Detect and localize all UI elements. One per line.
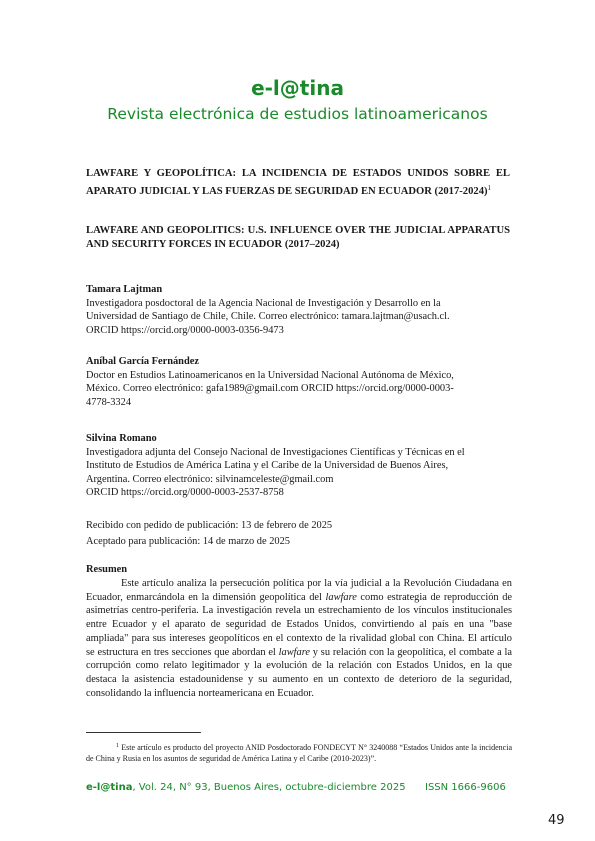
abstract-body (86, 577, 512, 700)
author-name: Silvina Romano (86, 433, 157, 444)
footnote-mark: 1 (116, 743, 119, 749)
author-affiliation-line: México. Correo electrónico: gafa1989@gmail.com ORCID https://orcid.org/0000-0003- (86, 383, 454, 395)
abstract-italic-term: lawfare (278, 646, 310, 658)
author-block (86, 355, 510, 409)
article-title-spanish (86, 167, 510, 199)
abstract-text: como estrategia de reproducción de asimetrías centro-periferia. La investigación revela un estrechamiento de los vínculos institucionales entre Ecuador y el aparato de seguridad de Estados Unidos, convirtiendo al país en una "base ampliada" para sus intereses geopolíticos en el contexto de la rivalidad global con China. El artículo se estructura en tres secciones que abordan el (86, 591, 512, 658)
footer-issn: ISSN 1666-9606 (425, 782, 506, 793)
author-affiliation-line: Universidad de Santiago de Chile, Chile. Correo electrónico: tamara.lajtman@usach.cl. (86, 311, 450, 323)
author-orcid-line: 4778-3324 (86, 396, 132, 408)
journal-subtitle: Revista electrónica de estudios latinoamericanos (107, 105, 488, 123)
accepted-date: Aceptado para publicación: 14 de marzo de 2025 (86, 536, 290, 547)
footer-citation (86, 781, 406, 794)
footer-issue-info: , Vol. 24, N° 93, Buenos Aires, octubre-diciembre 2025 (132, 782, 406, 793)
author-block (86, 283, 510, 337)
abstract-text: y su relación con la geopolítica, el combate a la corrupción como relato legitimador y la evolución de la relación con Estados Unidos, en la que destaca la asistencia estadounidense y su aumento en un contexto de deterioro de la seguridad, consolidando la influencia norteamericana en Ecuador. (86, 646, 512, 699)
abstract-italic-term: lawfare (325, 591, 357, 603)
author-email-line: Argentina. Correo electrónico: silvinamceleste@gmail.com (86, 473, 334, 485)
journal-name: e-l@tina (251, 76, 344, 100)
submission-dates (86, 518, 332, 550)
footer-journal-name: e-l@tina (86, 782, 133, 793)
footnote (86, 741, 512, 764)
title-es-text: LAWFARE Y GEOPOLÍTICA: LA INCIDENCIA DE ESTADOS UNIDOS SOBRE EL APARATO JUDICIAL Y LAS FUERZAS DE SEGURIDAD EN ECUADOR (2017-2024) (86, 168, 510, 197)
author-orcid-line: ORCID https://orcid.org/0000-0003-2537-8758 (86, 487, 284, 499)
author-block (86, 432, 510, 500)
page-number: 49 (548, 813, 565, 828)
footnote-text: Este artículo es producto del proyecto ANID Posdoctorado FONDECYT N° 3240088 “Estados Unidos ante la incidencia de China y Rusia en los asuntos de seguridad de América Latina y el Caribe (2010-2023)”. (86, 743, 512, 763)
author-affiliation-line: Doctor en Estudios Latinoamericanos en la Universidad Nacional Autónoma de México, (86, 369, 454, 381)
author-name: Tamara Lajtman (86, 284, 163, 295)
abstract-text: Este artículo analiza la persecución política por la vía judicial a la Revolución Ciudadana en Ecuador, enmarcándola en la dimensión geopolítica del (86, 578, 512, 603)
received-date: Recibido con pedido de publicación: 13 de febrero de 2025 (86, 520, 333, 531)
article-title-english: LAWFARE AND GEOPOLITICS: U.S. INFLUENCE OVER THE JUDICIAL APPARATUS AND SECURITY FORCES IN ECUADOR (2017–2024) (86, 225, 510, 250)
author-orcid-line: ORCID https://orcid.org/0000-0003-0356-9473 (86, 324, 284, 336)
footnote-divider (86, 732, 201, 733)
author-affiliation-line: Instituto de Estudios de América Latina y el Caribe de la Universidad de Buenos Aires, (86, 460, 449, 472)
author-affiliation-line: Investigadora posdoctoral de la Agencia Nacional de Investigación y Desarrollo en la (86, 297, 441, 309)
author-affiliation-line: Investigadora adjunta del Consejo Nacional de Investigaciones Científicas y Técnicas en el (86, 446, 465, 458)
abstract-heading: Resumen (86, 564, 127, 575)
footnote-reference[interactable]: 1 (487, 184, 492, 192)
author-name: Aníbal García Fernández (86, 356, 199, 367)
